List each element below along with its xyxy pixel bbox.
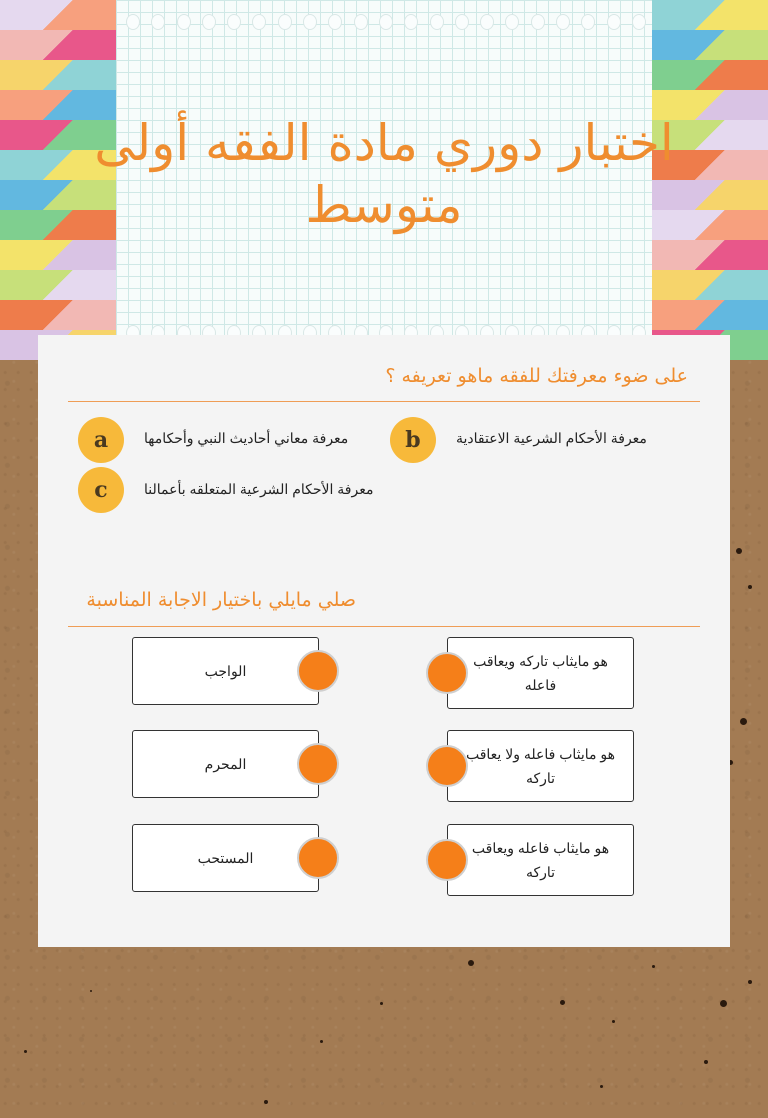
match-left-3-connector[interactable]: [297, 837, 339, 879]
match-left-3[interactable]: المستحب: [132, 824, 319, 892]
match-left-1[interactable]: الواجب: [132, 637, 319, 705]
option-b[interactable]: [390, 417, 436, 463]
option-a[interactable]: [78, 417, 124, 463]
question-1-divider: [68, 401, 700, 402]
match-right-2[interactable]: هو مايثاب فاعله ولا يعاقب تاركه: [447, 730, 634, 802]
match-right-3-connector[interactable]: [426, 839, 468, 881]
match-right-1-connector[interactable]: [426, 652, 468, 694]
question-2-divider: [68, 626, 700, 627]
option-c-text[interactable]: معرفة الأحكام الشرعية المتعلقه بأعمالنا: [144, 481, 374, 497]
option-c[interactable]: [78, 467, 124, 513]
paper-holes-top: [126, 14, 646, 30]
option-a-text[interactable]: معرفة معاني أحاديث النبي وأحكامها: [144, 430, 349, 446]
match-left-1-connector[interactable]: [297, 650, 339, 692]
option-b-badge[interactable]: b: [390, 417, 436, 463]
match-right-3[interactable]: هو مايثاب فاعله ويعاقب تاركه: [447, 824, 634, 896]
match-left-2[interactable]: المحرم: [132, 730, 319, 798]
question-2-title: صلي مايلي باختيار الاجابة المناسبة: [86, 589, 356, 611]
page-title: اختبار دوري مادة الفقه أولى متوسط: [94, 114, 674, 234]
option-a-badge[interactable]: a: [78, 417, 124, 463]
option-c-badge[interactable]: c: [78, 467, 124, 513]
question-1-title: على ضوء معرفتك للفقه ماهو تعريفه ؟: [385, 365, 688, 387]
option-b-text[interactable]: معرفة الأحكام الشرعية الاعتقادية: [456, 430, 647, 446]
match-left-2-connector[interactable]: [297, 743, 339, 785]
match-right-1[interactable]: هو مايثاب تاركه ويعاقب فاعله: [447, 637, 634, 709]
quiz-card: [38, 335, 730, 947]
match-right-2-connector[interactable]: [426, 745, 468, 787]
header-banner: [0, 0, 768, 360]
